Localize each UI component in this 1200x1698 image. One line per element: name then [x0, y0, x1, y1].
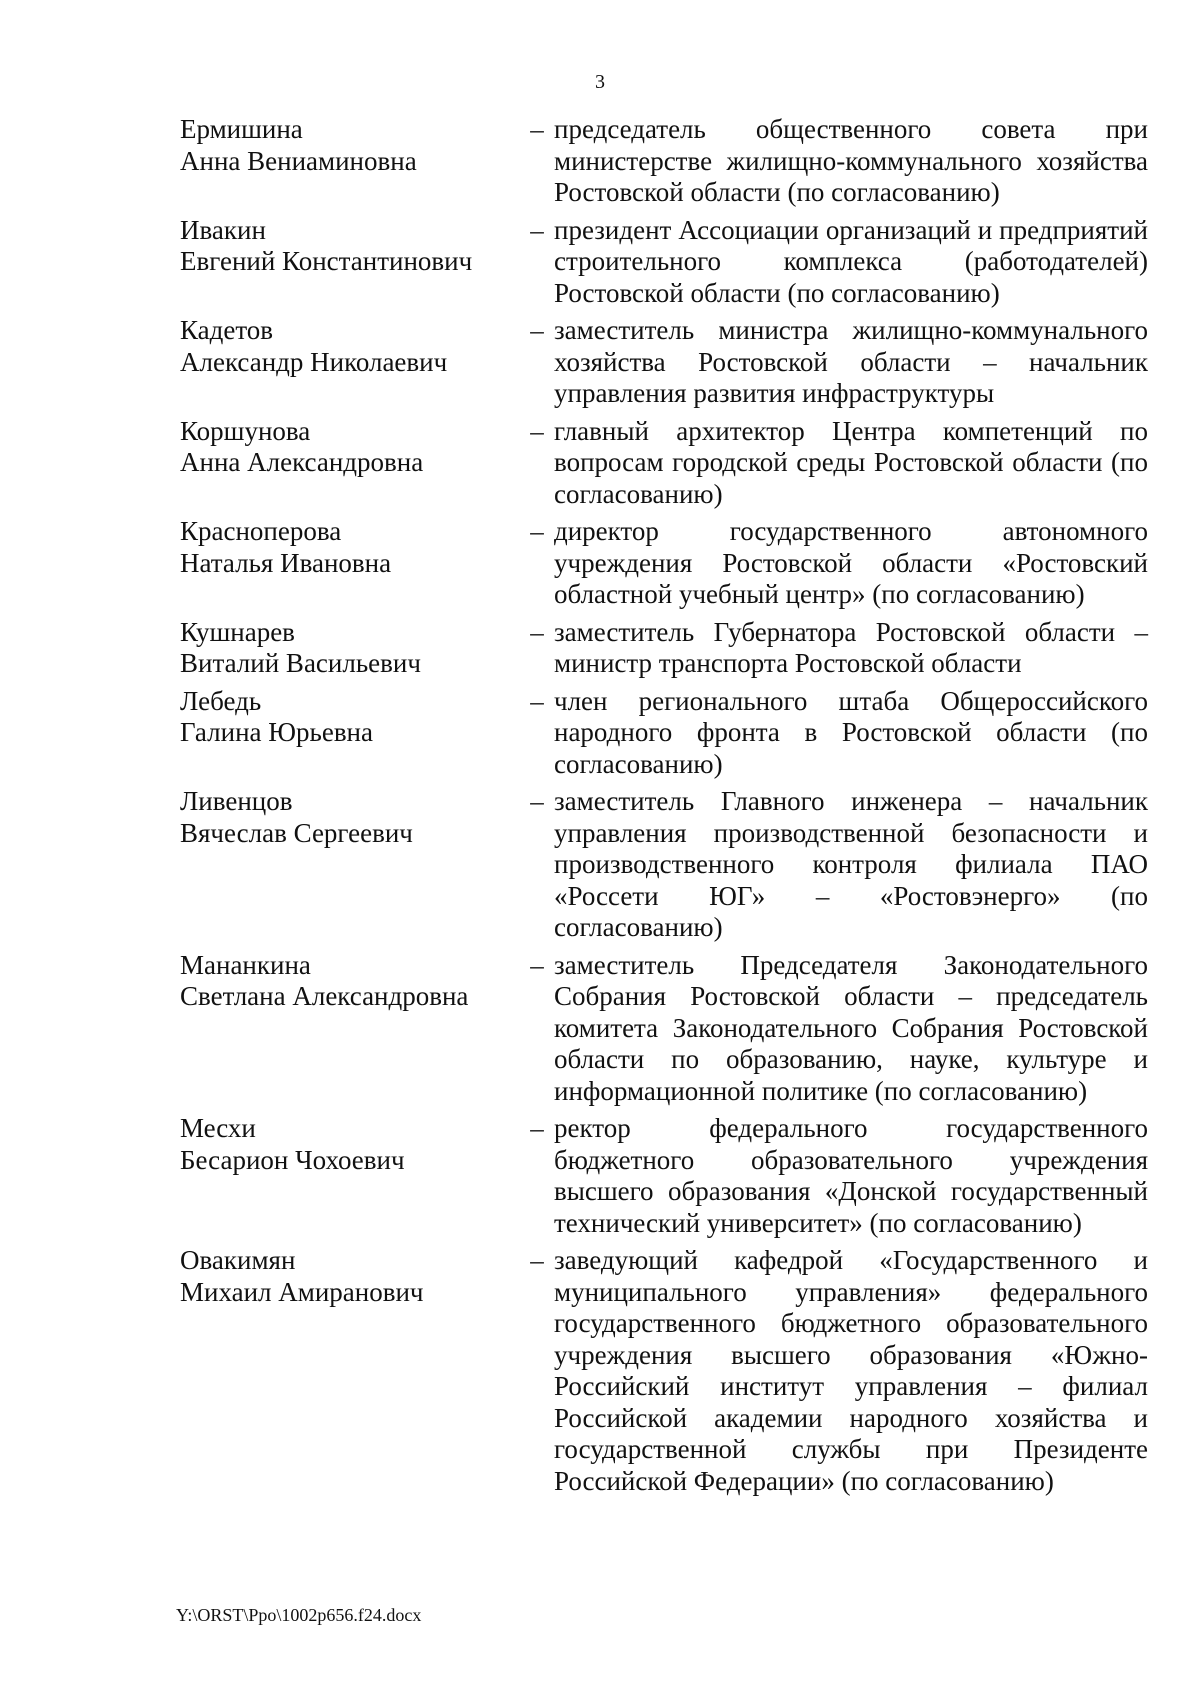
member-role: заместитель министра жилищно-коммунального хозяйства Ростовской области – начальник управления развития инфраструктуры	[554, 315, 1148, 408]
member-entry	[180, 1245, 1148, 1497]
member-role: ректор федерального государственного бюджетного образовательного учреждения высшего образования «Донской государственный технический университет» (по согласованию)	[554, 1113, 1148, 1238]
dash-separator: –	[530, 685, 544, 716]
member-surname: Лебедь	[180, 685, 262, 716]
member-given-names: Наталья Ивановна	[180, 547, 392, 578]
member-given-names: Александр Николаевич	[180, 346, 448, 377]
member-entry	[180, 315, 1148, 410]
member-name	[180, 786, 520, 849]
members-list	[180, 114, 1148, 1503]
member-surname: Кушнарев	[180, 616, 295, 647]
member-entry	[180, 114, 1148, 209]
dash-separator: –	[530, 1113, 544, 1143]
member-role: заместитель Губернатора Ростовской области – министр транспорта Ростовской области	[554, 616, 1148, 678]
member-surname: Ливенцов	[180, 786, 293, 816]
member-given-names: Бесарион Чохоевич	[180, 1144, 405, 1175]
member-role: директор государственного автономного учреждения Ростовской области «Ростовский областной учебный центр» (по согласованию)	[554, 516, 1148, 609]
member-surname: Ермишина	[180, 114, 303, 144]
member-surname: Ивакин	[180, 214, 266, 245]
member-entry	[180, 516, 1148, 611]
member-entry	[180, 686, 1148, 781]
member-given-names: Светлана Александровна	[180, 981, 469, 1011]
member-name	[180, 416, 520, 479]
member-role: председатель общественного совета при министерстве жилищно-коммунального хозяйства Ростовской области (по согласованию)	[554, 114, 1148, 207]
member-role: заместитель Председателя Законодательного Собрания Ростовской области – председатель комитета Законодательного Собрания Ростовской области по образованию, науке, культуре и информационной политике (по согласованию)	[554, 949, 1148, 1106]
member-name	[180, 516, 520, 579]
dash-separator: –	[530, 214, 544, 245]
member-surname: Мананкина	[180, 949, 311, 980]
member-given-names: Анна Александровна	[180, 447, 424, 477]
member-entry	[180, 786, 1148, 944]
member-entry	[180, 215, 1148, 310]
member-given-names: Виталий Васильевич	[180, 648, 421, 678]
member-entry	[180, 950, 1148, 1108]
member-name	[180, 114, 520, 177]
member-name	[180, 315, 520, 378]
member-surname: Коршунова	[180, 415, 311, 446]
member-given-names: Михаил Амиранович	[180, 1276, 424, 1307]
member-role: заведующий кафедрой «Государственного и муниципального управления» федерального государственного бюджетного образовательного учреждения высшего образования «Южно-Российский институт управления – филиал Российской академии народного хозяйства и государственной службы при Президенте Российской Федерации» (по согласованию)	[554, 1245, 1148, 1496]
member-name	[180, 215, 520, 278]
member-name	[180, 1113, 520, 1176]
member-given-names: Вячеслав Сергеевич	[180, 817, 413, 848]
member-role: президент Ассоциации организаций и предприятий строительного комплекса (работодателей) Ростовской области (по согласованию)	[554, 214, 1148, 308]
member-surname: Месхи	[180, 1113, 256, 1143]
member-entry	[180, 416, 1148, 511]
member-surname: Кадетов	[180, 315, 274, 345]
member-role: главный архитектор Центра компетенций по вопросам городской среды Ростовской области (по согласованию)	[554, 415, 1148, 509]
member-name	[180, 686, 520, 749]
member-surname: Овакимян	[180, 1245, 296, 1275]
member-entry	[180, 617, 1148, 680]
member-given-names: Евгений Константинович	[180, 246, 473, 276]
member-name	[180, 950, 520, 1013]
dash-separator: –	[530, 786, 544, 816]
dash-separator: –	[530, 616, 544, 647]
member-role: член регионального штаба Общероссийского народного фронта в Ростовской области (по согласованию)	[554, 685, 1148, 779]
member-role: заместитель Главного инженера – начальник управления производственной безопасности и производственного контроля филиала ПАО «Россети ЮГ» – «Ростовэнерго» (по согласованию)	[554, 786, 1148, 942]
document-path-footer: Y:\ORST\Ppo\1002p656.f24.docx	[176, 1605, 422, 1625]
dash-separator: –	[530, 516, 544, 546]
dash-separator: –	[530, 415, 544, 446]
dash-separator: –	[530, 315, 544, 345]
member-given-names: Галина Юрьевна	[180, 717, 373, 747]
dash-separator: –	[530, 1245, 544, 1275]
member-name	[180, 617, 520, 680]
member-surname: Красноперова	[180, 516, 342, 546]
dash-separator: –	[530, 114, 544, 144]
dash-separator: –	[530, 949, 544, 980]
member-entry	[180, 1113, 1148, 1239]
member-name	[180, 1245, 520, 1308]
member-given-names: Анна Вениаминовна	[180, 145, 417, 176]
page-number: 3	[595, 71, 605, 93]
